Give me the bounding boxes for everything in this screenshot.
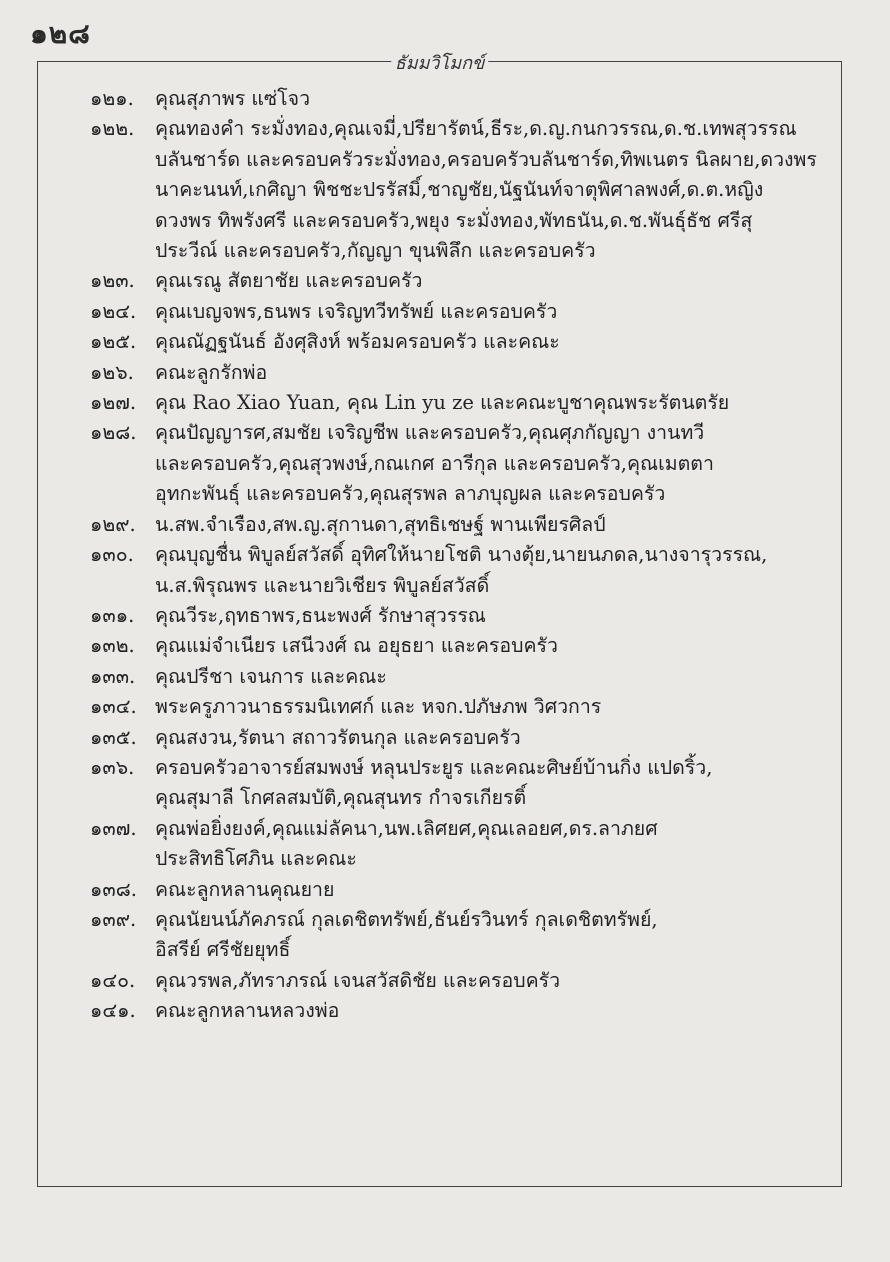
entry-number: ๑๓๕.	[90, 725, 137, 749]
entry-number: ๑๓๓.	[90, 664, 136, 688]
entry-line: คุณบุญชื่น พิบูลย์สวัสดิ์ อุทิศให้นายโชติ นางตุ้ย,นายนภดล,นางจารุวรรณ,	[155, 543, 768, 567]
entry-line: คุณณัฏฐนันธ์ อังศุสิงห์ พร้อมครอบครัว และคณะ	[155, 330, 560, 354]
entry-number: ๑๓๑.	[90, 603, 135, 627]
list-item	[90, 358, 813, 388]
entry-number: ๑๒๑.	[90, 87, 134, 110]
list-item	[90, 388, 813, 418]
entry-line: คุณสงวน,รัตนา สถาวรัตนกุล และครอบครัว	[155, 725, 521, 749]
list-item	[90, 966, 813, 996]
entry-text	[155, 297, 813, 327]
entry-line: คุณแม่จำเนียร เสนีวงศ์ ณ อยุธยา และครอบครัว	[155, 634, 558, 658]
entry-line: คุณนัยนน์ภัคภรณ์ กุลเดชิตทรัพย์,ธันย์รวินทร์ กุลเดชิตทรัพย์,	[155, 907, 658, 931]
entry-number: ๑๓๗.	[90, 816, 137, 840]
entry-text	[155, 996, 813, 1026]
entry-number: ๑๒๖.	[90, 360, 134, 384]
entry-text	[155, 692, 813, 722]
entry-line: คุณวีระ,ฤทธาพร,ธนะพงศ์ รักษาสุวรรณ	[155, 603, 486, 627]
entry-line: อุทกะพันธุ์ และครอบครัว,คุณสุรพล ลาภบุญผล และครอบครัว	[155, 482, 666, 506]
entry-number: ๑๓๖.	[90, 755, 135, 779]
entry-number: ๑๓๙.	[90, 907, 137, 931]
entry-number: ๑๒๒.	[90, 117, 135, 141]
entry-line: คณะลูกรักพ่อ	[155, 360, 268, 384]
entry-text	[155, 327, 813, 357]
entry-text	[155, 966, 813, 996]
list-item	[90, 905, 813, 966]
list-item	[90, 875, 813, 905]
entry-line: ประวีณ์ และครอบครัว,กัญญา ขุนพิลึก และครอบครัว	[155, 239, 596, 263]
entry-line: คุณทองคำ ระมั่งทอง,คุณเจมี่,ปรียารัตน์,ธีระ,ด.ญ.กนกวรรณ,ด.ช.เทพสุวรรณ	[155, 117, 797, 141]
list-item	[90, 297, 813, 327]
entry-line: คณะลูกหลานคุณยาย	[155, 877, 335, 901]
entry-number: ๑๒๔.	[90, 299, 137, 323]
entry-line: คุณสุมาลี โกศลสมบัติ,คุณสุนทร กำจรเกียรติ์	[155, 786, 527, 810]
list-item	[90, 510, 813, 540]
entry-line: พระครูภาวนาธรรมนิเทศก์ และ หจก.ปภัษภพ วิศวการ	[155, 695, 602, 719]
entry-line: คุณพ่อยิ่งยงค์,คุณแม่ลัคนา,นพ.เลิศยศ,คุณเลอยศ,ดร.ลาภยศ	[155, 816, 658, 840]
entry-line: ครอบครัวอาจารย์สมพงษ์ หลุนประยูร และคณะศิษย์บ้านกิ่ง แปดริ้ว,	[155, 755, 713, 779]
entry-line: คุณสุภาพร แซ่โจว	[155, 87, 311, 110]
list-item	[90, 540, 813, 601]
list-item	[90, 114, 817, 266]
list-item	[90, 662, 813, 692]
entry-text	[155, 753, 813, 814]
entry-text	[155, 905, 813, 966]
entry-text	[155, 601, 813, 631]
list-item	[90, 601, 813, 631]
entry-number: ๑๒๘.	[90, 421, 137, 445]
entry-number: ๑๒๓.	[90, 269, 135, 293]
list-item	[90, 84, 813, 114]
page-number: ๑๒๘	[30, 17, 91, 50]
entry-line: บลันชาร์ด และครอบครัวระมั่งทอง,ครอบครัวบลันชาร์ด,ทิพเนตร นิลผาย,ดวงพร	[155, 147, 817, 171]
list-item	[90, 692, 813, 722]
entry-line: น.ส.พิรุณพร และนายวิเชียร พิบูลย์สวัสดิ์	[155, 573, 490, 597]
entry-line: และครอบครัว,คุณสุวพงษ์,กณเกศ อารีกุล และครอบครัว,คุณเมตตา	[155, 451, 714, 475]
entry-line: ดวงพร ทิพรังศรี และครอบครัว,พยุง ระมั่งทอง,พัทธนัน,ด.ช.พันธุ์ธัช ศรีสุ	[155, 208, 753, 232]
entry-text	[155, 418, 813, 509]
entry-number: ๑๔๑.	[90, 999, 136, 1023]
list-item	[90, 418, 813, 509]
entry-line: คุณวรพล,ภัทราภรณ์ เจนสวัสดิชัย และครอบครัว	[155, 968, 561, 992]
entry-line: คุณเบญจพร,ธนพร เจริญทวีทรัพย์ และครอบครัว	[155, 299, 558, 323]
entry-line: อิสรีย์ ศรีชัยยุทธิ์	[155, 938, 291, 962]
entry-line: คุณเรณู สัตยาชัย และครอบครัว	[155, 269, 423, 293]
entry-line: ประสิทธิโศภิน และคณะ	[155, 847, 357, 871]
entry-number: ๑๓๒.	[90, 634, 135, 658]
entry-text	[155, 358, 813, 388]
content-frame	[37, 53, 842, 1187]
running-header: ธัมมวิโมกข์	[391, 48, 489, 77]
entry-number: ๑๔๐.	[90, 968, 136, 992]
entry-text	[155, 875, 813, 905]
entry-number: ๑๒๗.	[90, 391, 137, 415]
entry-text	[155, 114, 817, 266]
entry-text	[155, 388, 813, 418]
entry-number: ๑๒๙.	[90, 512, 136, 536]
entry-line: คณะลูกหลานหลวงพ่อ	[155, 999, 340, 1023]
entry-text	[155, 540, 813, 601]
list-item	[90, 996, 813, 1026]
entry-text	[155, 814, 813, 875]
entry-text	[155, 662, 813, 692]
entry-text	[155, 84, 813, 114]
donor-list	[90, 84, 817, 1027]
list-item	[90, 814, 813, 875]
list-item	[90, 753, 813, 814]
entry-line: น.สพ.จำเรือง,สพ.ญ.สุกานดา,สุทธิเชษฐ์ พานเพียรศิลป์	[155, 512, 606, 536]
entry-text	[155, 631, 813, 661]
list-item	[90, 266, 813, 296]
entry-number: ๑๓๔.	[90, 695, 137, 719]
entry-line: คุณปัญญารศ,สมชัย เจริญชีพ และครอบครัว,คุณศุภกัญญา งานทวี	[155, 421, 705, 445]
entry-number: ๑๓๘.	[90, 877, 137, 901]
entry-number: ๑๓๐.	[90, 543, 134, 567]
entry-text	[155, 723, 813, 753]
list-item	[90, 631, 813, 661]
entry-line: คุณปรีชา เจนการ และคณะ	[155, 664, 387, 688]
list-item	[90, 723, 813, 753]
list-item	[90, 327, 813, 357]
entry-line: นาคะนนท์,เกศิญา พิชชะปรรัสมิ์,ชาญชัย,นัฐนันท์จาตุพิศาลพงศ์,ด.ต.หญิง	[155, 178, 764, 202]
entry-line: คุณ Rao Xiao Yuan, คุณ Lin yu ze และคณะบูชาคุณพระรัตนตรัย	[155, 391, 730, 415]
entry-number: ๑๒๕.	[90, 330, 137, 354]
entry-text	[155, 510, 813, 540]
entry-text	[155, 266, 813, 296]
